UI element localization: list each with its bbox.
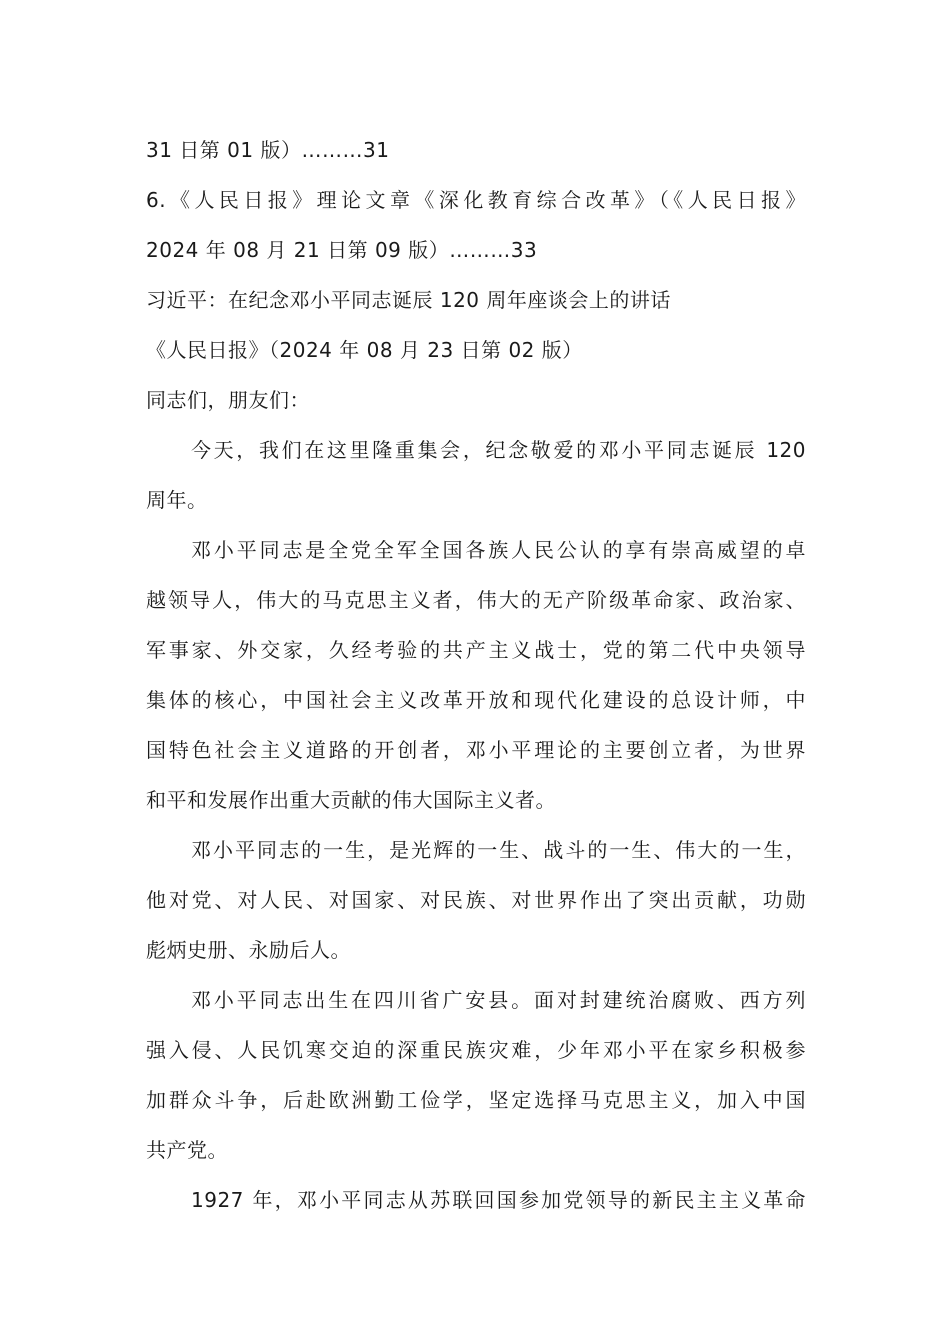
paragraph-line: 邓小平同志出生在四川省广安县。面对封建统治腐败、西方列 [191, 988, 806, 1012]
paragraph-line: 加群众斗争，后赴欧洲勤工俭学，坚定选择马克思主义，加入中国 [146, 1088, 806, 1112]
paragraph-line: 越领导人，伟大的马克思主义者，伟大的无产阶级革命家、政治家、 [146, 588, 806, 612]
salutation: 同志们，朋友们： [146, 388, 310, 412]
paragraph-line: 国特色社会主义道路的开创者，邓小平理论的主要创立者，为世界 [146, 738, 806, 762]
toc-line: 2024 年 08 月 21 日第 09 版）………33 [146, 238, 538, 262]
paragraph-line: 和平和发展作出重大贡献的伟大国际主义者。 [146, 788, 556, 812]
toc-line: 6.《人民日报》理论文章《深化教育综合改革》（《人民日报》 [146, 188, 806, 212]
paragraph-line: 共产党。 [146, 1138, 228, 1162]
paragraph-line: 今天，我们在这里隆重集会，纪念敬爱的邓小平同志诞辰 120 [191, 438, 806, 462]
paragraph-line: 周年。 [146, 488, 208, 512]
paragraph-line: 集体的核心，中国社会主义改革开放和现代化建设的总设计师，中 [146, 688, 806, 712]
article-source: 《人民日报》（2024 年 08 月 23 日第 02 版） [146, 338, 583, 362]
toc-line: 31 日第 01 版）………31 [146, 138, 390, 162]
paragraph-line: 邓小平同志的一生，是光辉的一生、战斗的一生、伟大的一生， [191, 838, 806, 862]
paragraph-line: 他对党、对人民、对国家、对民族、对世界作出了突出贡献，功勋 [146, 888, 806, 912]
paragraph-line: 彪炳史册、永励后人。 [146, 938, 351, 962]
paragraph-line: 军事家、外交家，久经考验的共产主义战士，党的第二代中央领导 [146, 638, 806, 662]
article-title: 习近平：在纪念邓小平同志诞辰 120 周年座谈会上的讲话 [146, 288, 671, 312]
paragraph-line: 强入侵、人民饥寒交迫的深重民族灾难，少年邓小平在家乡积极参 [146, 1038, 806, 1062]
paragraph-line: 1927 年，邓小平同志从苏联回国参加党领导的新民主主义革命 [191, 1188, 806, 1212]
paragraph-line: 邓小平同志是全党全军全国各族人民公认的享有崇高威望的卓 [191, 538, 806, 562]
